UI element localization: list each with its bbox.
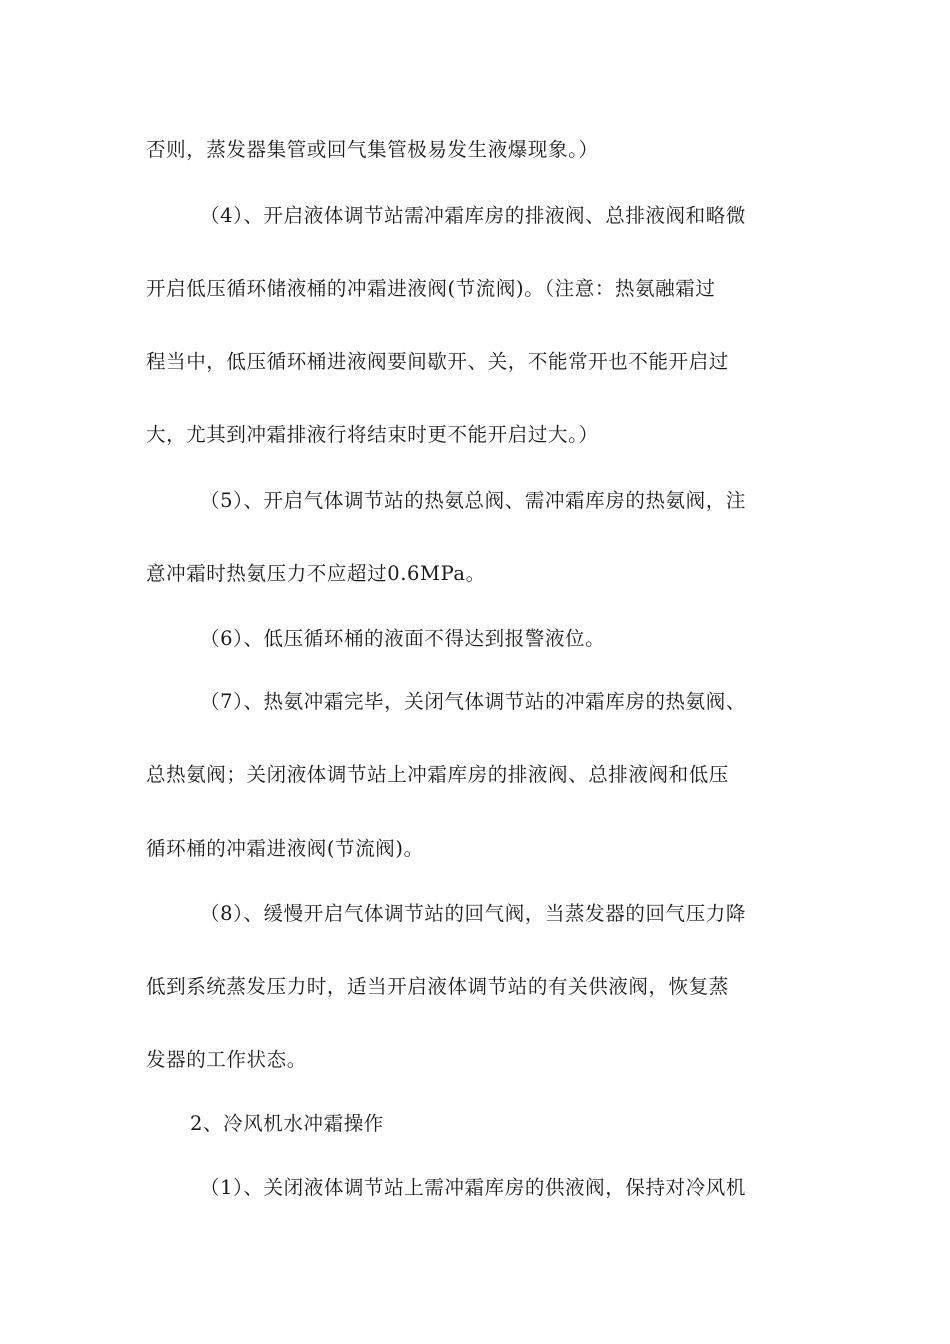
item-8-line-2: 低到系统蒸发压力时，适当开启液体调节站的有关供液阀，恢复蒸: [146, 975, 729, 998]
item-4-line-3: 程当中，低压循环桶进液阀要间歇开、关，不能常开也不能开启过: [146, 350, 729, 373]
item-4-line-1: （4）、开启液体调节站需冲霜库房的排液阀、总排液阀和略微: [200, 204, 746, 227]
item-8-line-1: （8）、缓慢开启气体调节站的回气阀，当蒸发器的回气压力降: [200, 902, 746, 925]
item-4-line-4: 大，尤其到冲霜排液行将结束时更不能开启过大。）: [146, 423, 599, 446]
section-heading: 2、冷风机水冲霜操作: [190, 1112, 384, 1135]
item-5-line-2: 意冲霜时热氨压力不应超过0.6MPa。: [146, 562, 486, 585]
item-7-line-2: 总热氨阀；关闭液体调节站上冲霜库房的排液阀、总排液阀和低压: [146, 763, 729, 786]
item-7-line-1: （7）、热氨冲霜完毕，关闭气体调节站的冲霜库房的热氨阀、: [200, 690, 746, 713]
item-4-line-2: 开启低压循环储液桶的冲霜进液阀(节流阀)。（注意：热氨融霜过: [146, 277, 716, 300]
item-6-line-1: （6）、低压循环桶的液面不得达到报警液位。: [200, 627, 606, 650]
item-7-line-3: 循环桶的冲霜进液阀(节流阀)。: [146, 837, 424, 860]
item-8-line-3: 发器的工作状态。: [146, 1048, 307, 1071]
item-5-line-1: （5）、开启气体调节站的热氨总阀、需冲霜库房的热氨阀，注: [200, 489, 746, 512]
item-1-line-1: （1）、关闭液体调节站上需冲霜库房的供液阀，保持对冷风机: [200, 1176, 746, 1199]
text-line-1: 否则，蒸发器集管或回气集管极易发生液爆现象。）: [146, 138, 599, 161]
